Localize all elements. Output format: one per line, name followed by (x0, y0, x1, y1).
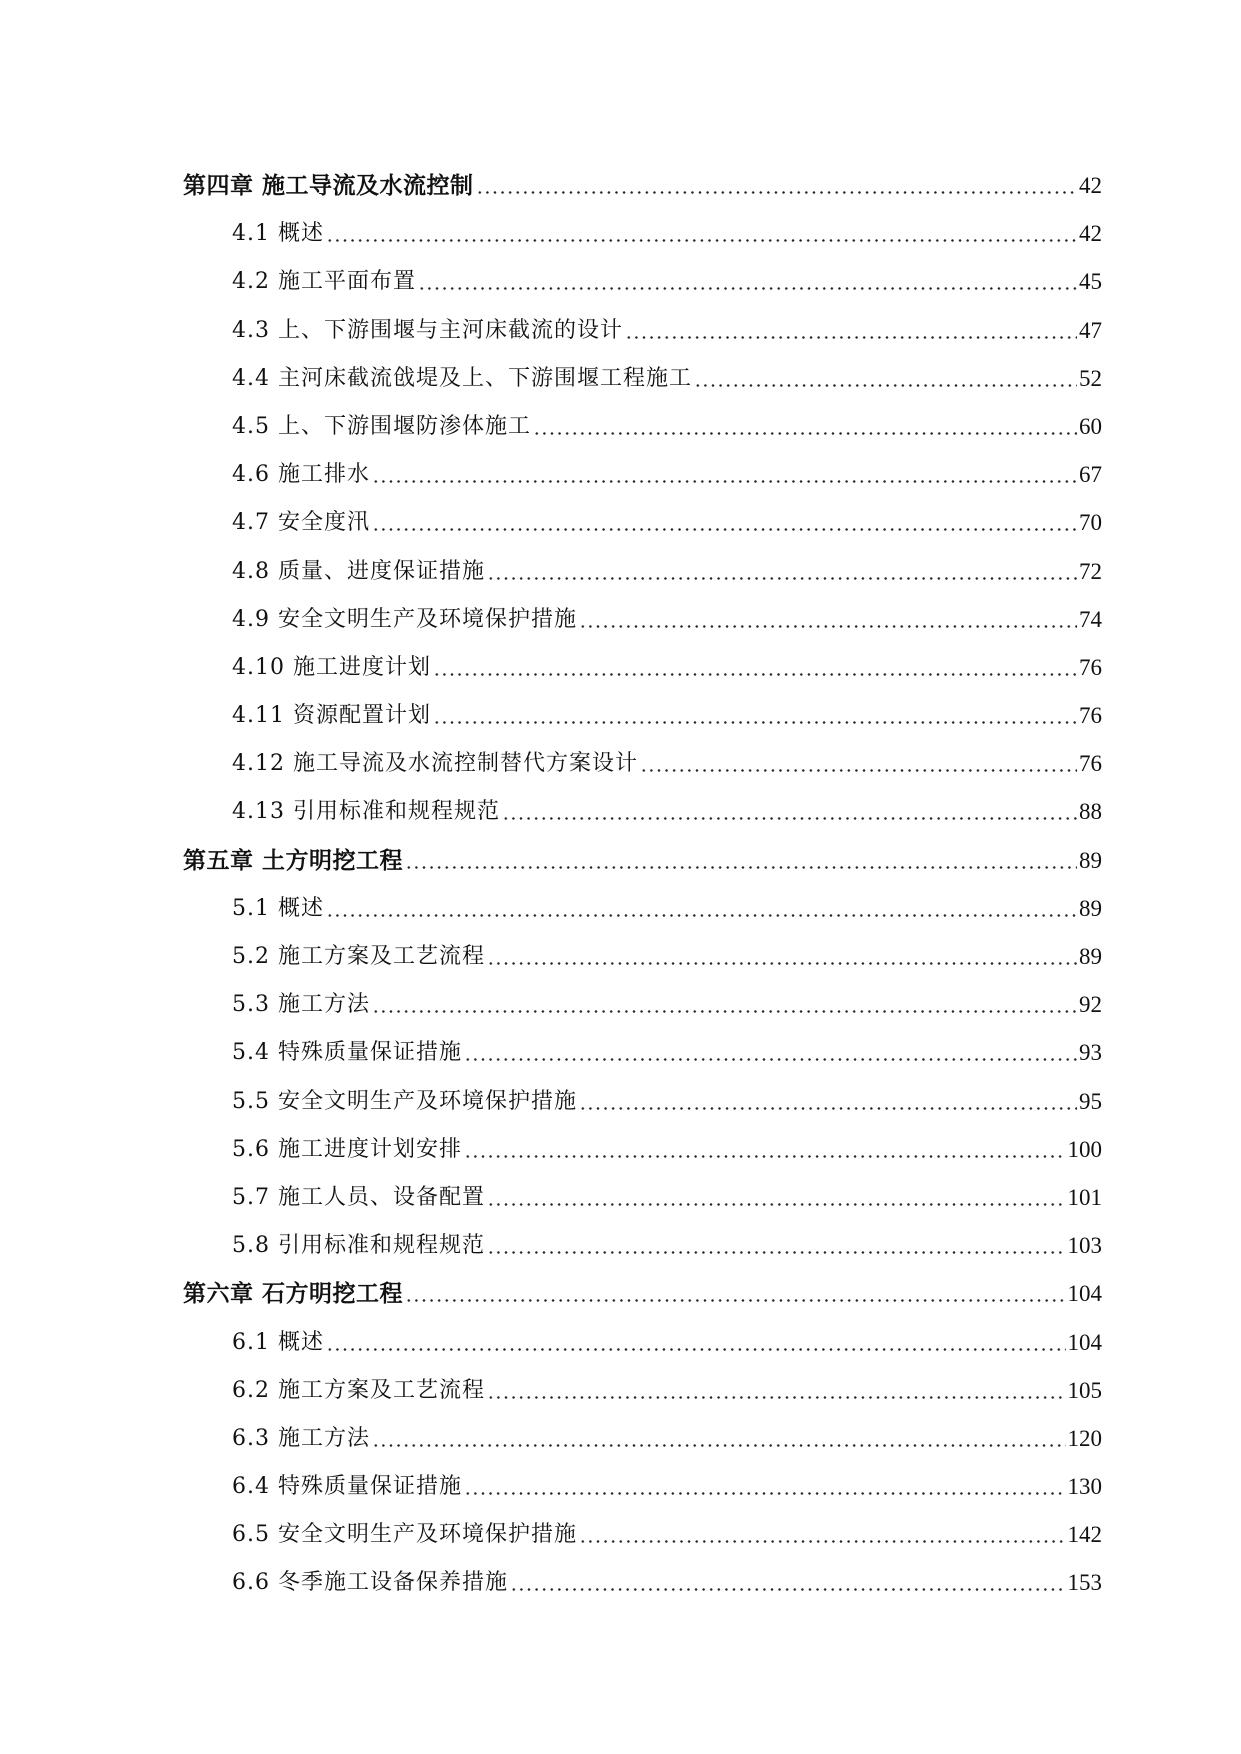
toc-entry-page-number: 74 (1079, 606, 1102, 632)
dot-leader (464, 1155, 1066, 1158)
toc-chapter-entry[interactable] (0, 1275, 1241, 1323)
toc-section-entry[interactable] (0, 504, 1241, 552)
toc-entry-title: 5.5 安全文明生产及环境保护措施 (232, 1088, 577, 1114)
toc-entry-title: 4.2 施工平面布置 (232, 269, 416, 295)
toc-entry-page-number: 103 (1067, 1233, 1102, 1259)
dot-leader (694, 384, 1077, 387)
toc-section-entry[interactable] (0, 1131, 1241, 1179)
toc-section-entry[interactable] (0, 745, 1241, 793)
toc-section-entry[interactable] (0, 649, 1241, 697)
dot-leader (579, 1107, 1077, 1110)
toc-entry-page-number: 93 (1079, 1040, 1102, 1066)
toc-entry-title: 4.10 施工进度计划 (232, 654, 431, 680)
toc-entry-title: 4.6 施工排水 (232, 462, 370, 488)
toc-chapter-entry[interactable] (0, 167, 1241, 215)
toc-entry-title: 4.12 施工导流及水流控制替代方案设计 (232, 751, 638, 777)
dot-leader (372, 1444, 1066, 1447)
toc-entry-title: 4.5 上、下游围堰防渗体施工 (232, 413, 531, 439)
toc-entry-page-number: 89 (1079, 895, 1102, 921)
toc-entry-page-number: 67 (1079, 462, 1102, 488)
toc-entry-title: 6.3 施工方法 (232, 1425, 370, 1451)
dot-leader (326, 914, 1077, 917)
dot-leader (487, 1396, 1066, 1399)
dot-leader (487, 1251, 1066, 1254)
toc-entry-title: 6.4 特殊质量保证措施 (232, 1474, 462, 1500)
toc-section-entry[interactable] (0, 601, 1241, 649)
toc-entry-title: 5.2 施工方案及工艺流程 (232, 944, 485, 969)
toc-section-entry[interactable] (0, 1516, 1241, 1564)
toc-entry-title: 4.3 上、下游围堰与主河床截流的设计 (232, 317, 623, 343)
dot-leader (487, 577, 1077, 580)
toc-entry-page-number: 105 (1067, 1377, 1102, 1403)
toc-section-entry[interactable] (0, 1564, 1241, 1612)
toc-section-entry[interactable] (0, 1034, 1241, 1082)
toc-section-entry[interactable] (0, 938, 1241, 986)
toc-entry-page-number: 120 (1067, 1425, 1102, 1451)
toc-section-entry[interactable] (0, 1227, 1241, 1275)
toc-section-entry[interactable] (0, 553, 1241, 601)
toc-section-entry[interactable] (0, 890, 1241, 938)
toc-entry-page-number: 100 (1067, 1136, 1102, 1162)
toc-section-entry[interactable] (0, 1420, 1241, 1468)
dot-leader (433, 673, 1077, 676)
toc-entry-page-number: 153 (1067, 1570, 1102, 1596)
toc-section-entry[interactable] (0, 312, 1241, 360)
toc-section-entry[interactable] (0, 1083, 1241, 1131)
toc-entry-title: 4.13 引用标准和规程规范 (232, 799, 500, 825)
toc-entry-title: 5.6 施工进度计划安排 (232, 1136, 462, 1162)
toc-section-entry[interactable] (0, 1468, 1241, 1516)
toc-entry-title: 5.3 施工方法 (232, 992, 370, 1018)
dot-leader (464, 1058, 1077, 1061)
toc-section-entry[interactable] (0, 697, 1241, 745)
toc-entry-page-number: 45 (1079, 269, 1102, 295)
dot-leader (502, 817, 1077, 820)
toc-entry-page-number: 76 (1079, 654, 1102, 680)
toc-section-entry[interactable] (0, 360, 1241, 408)
toc-entry-page-number: 72 (1079, 558, 1102, 584)
toc-entry-page-number: 42 (1079, 221, 1102, 247)
toc-entry-page-number: 89 (1079, 944, 1102, 969)
toc-entry-page-number: 42 (1079, 173, 1102, 198)
toc-entry-page-number: 60 (1079, 413, 1102, 439)
dot-leader (487, 1203, 1066, 1206)
toc-entry-title: 6.2 施工方案及工艺流程 (232, 1377, 485, 1403)
toc-entry-title: 4.7 安全度汛 (232, 510, 370, 536)
toc-entry-title: 6.1 概述 (232, 1329, 324, 1355)
toc-section-entry[interactable] (0, 1179, 1241, 1227)
toc-entry-page-number: 76 (1079, 703, 1102, 729)
toc-entry-title: 5.1 概述 (232, 895, 324, 921)
toc-section-entry[interactable] (0, 986, 1241, 1034)
toc-section-entry[interactable] (0, 263, 1241, 311)
toc-entry-page-number: 88 (1079, 799, 1102, 825)
toc-entry-page-number: 70 (1079, 510, 1102, 536)
toc-entry-title: 4.1 概述 (232, 221, 324, 247)
toc-section-entry[interactable] (0, 456, 1241, 504)
toc-section-entry[interactable] (0, 1324, 1241, 1372)
dot-leader (487, 962, 1077, 965)
toc-entry-page-number: 47 (1079, 317, 1102, 343)
dot-leader (579, 1540, 1066, 1543)
dot-leader (372, 480, 1077, 483)
dot-leader (579, 625, 1077, 628)
dot-leader (533, 432, 1077, 435)
toc-entry-title: 4.11 资源配置计划 (232, 703, 431, 729)
toc-entry-title: 4.4 主河床截流戗堤及上、下游围堰工程施工 (232, 365, 692, 391)
dot-leader (372, 528, 1077, 531)
toc-entry-title: 5.7 施工人员、设备配置 (232, 1184, 485, 1210)
toc-entry-page-number: 101 (1067, 1184, 1102, 1210)
dot-leader (405, 866, 1077, 869)
toc-entry-title: 第六章 石方明挖工程 (183, 1281, 404, 1308)
dot-leader (326, 239, 1077, 242)
toc-entry-page-number: 76 (1079, 751, 1102, 777)
toc-entry-title: 第五章 土方明挖工程 (183, 847, 404, 874)
toc-entry-page-number: 142 (1067, 1522, 1102, 1548)
toc-entry-title: 4.8 质量、进度保证措施 (232, 558, 485, 584)
dot-leader (640, 769, 1077, 772)
dot-leader (372, 1010, 1077, 1013)
dot-leader (464, 1492, 1066, 1495)
dot-leader (326, 1348, 1066, 1351)
toc-section-entry[interactable] (0, 793, 1241, 841)
dot-leader (405, 1299, 1065, 1302)
toc-section-entry[interactable] (0, 215, 1241, 263)
toc-entry-title: 第四章 施工导流及水流控制 (183, 173, 474, 199)
dot-leader (418, 287, 1077, 290)
dot-leader (510, 1588, 1066, 1591)
toc-section-entry[interactable] (0, 1372, 1241, 1420)
dot-leader (625, 336, 1077, 339)
table-of-contents (0, 167, 1241, 1613)
dot-leader (433, 721, 1077, 724)
toc-entry-page-number: 130 (1067, 1474, 1102, 1500)
toc-section-entry[interactable] (0, 408, 1241, 456)
toc-entry-page-number: 92 (1079, 992, 1102, 1018)
toc-entry-page-number: 95 (1079, 1088, 1102, 1114)
toc-entry-title: 6.5 安全文明生产及环境保护措施 (232, 1522, 577, 1548)
toc-entry-title: 4.9 安全文明生产及环境保护措施 (232, 606, 577, 632)
toc-entry-page-number: 52 (1079, 365, 1102, 391)
toc-entry-page-number: 89 (1079, 847, 1102, 873)
toc-entry-title: 6.6 冬季施工设备保养措施 (232, 1570, 508, 1596)
toc-entry-title: 5.8 引用标准和规程规范 (232, 1233, 485, 1259)
toc-entry-title: 5.4 特殊质量保证措施 (232, 1040, 462, 1066)
toc-entry-page-number: 104 (1067, 1281, 1102, 1307)
toc-entry-page-number: 104 (1067, 1329, 1102, 1355)
dot-leader (476, 191, 1077, 194)
toc-chapter-entry[interactable] (0, 842, 1241, 890)
